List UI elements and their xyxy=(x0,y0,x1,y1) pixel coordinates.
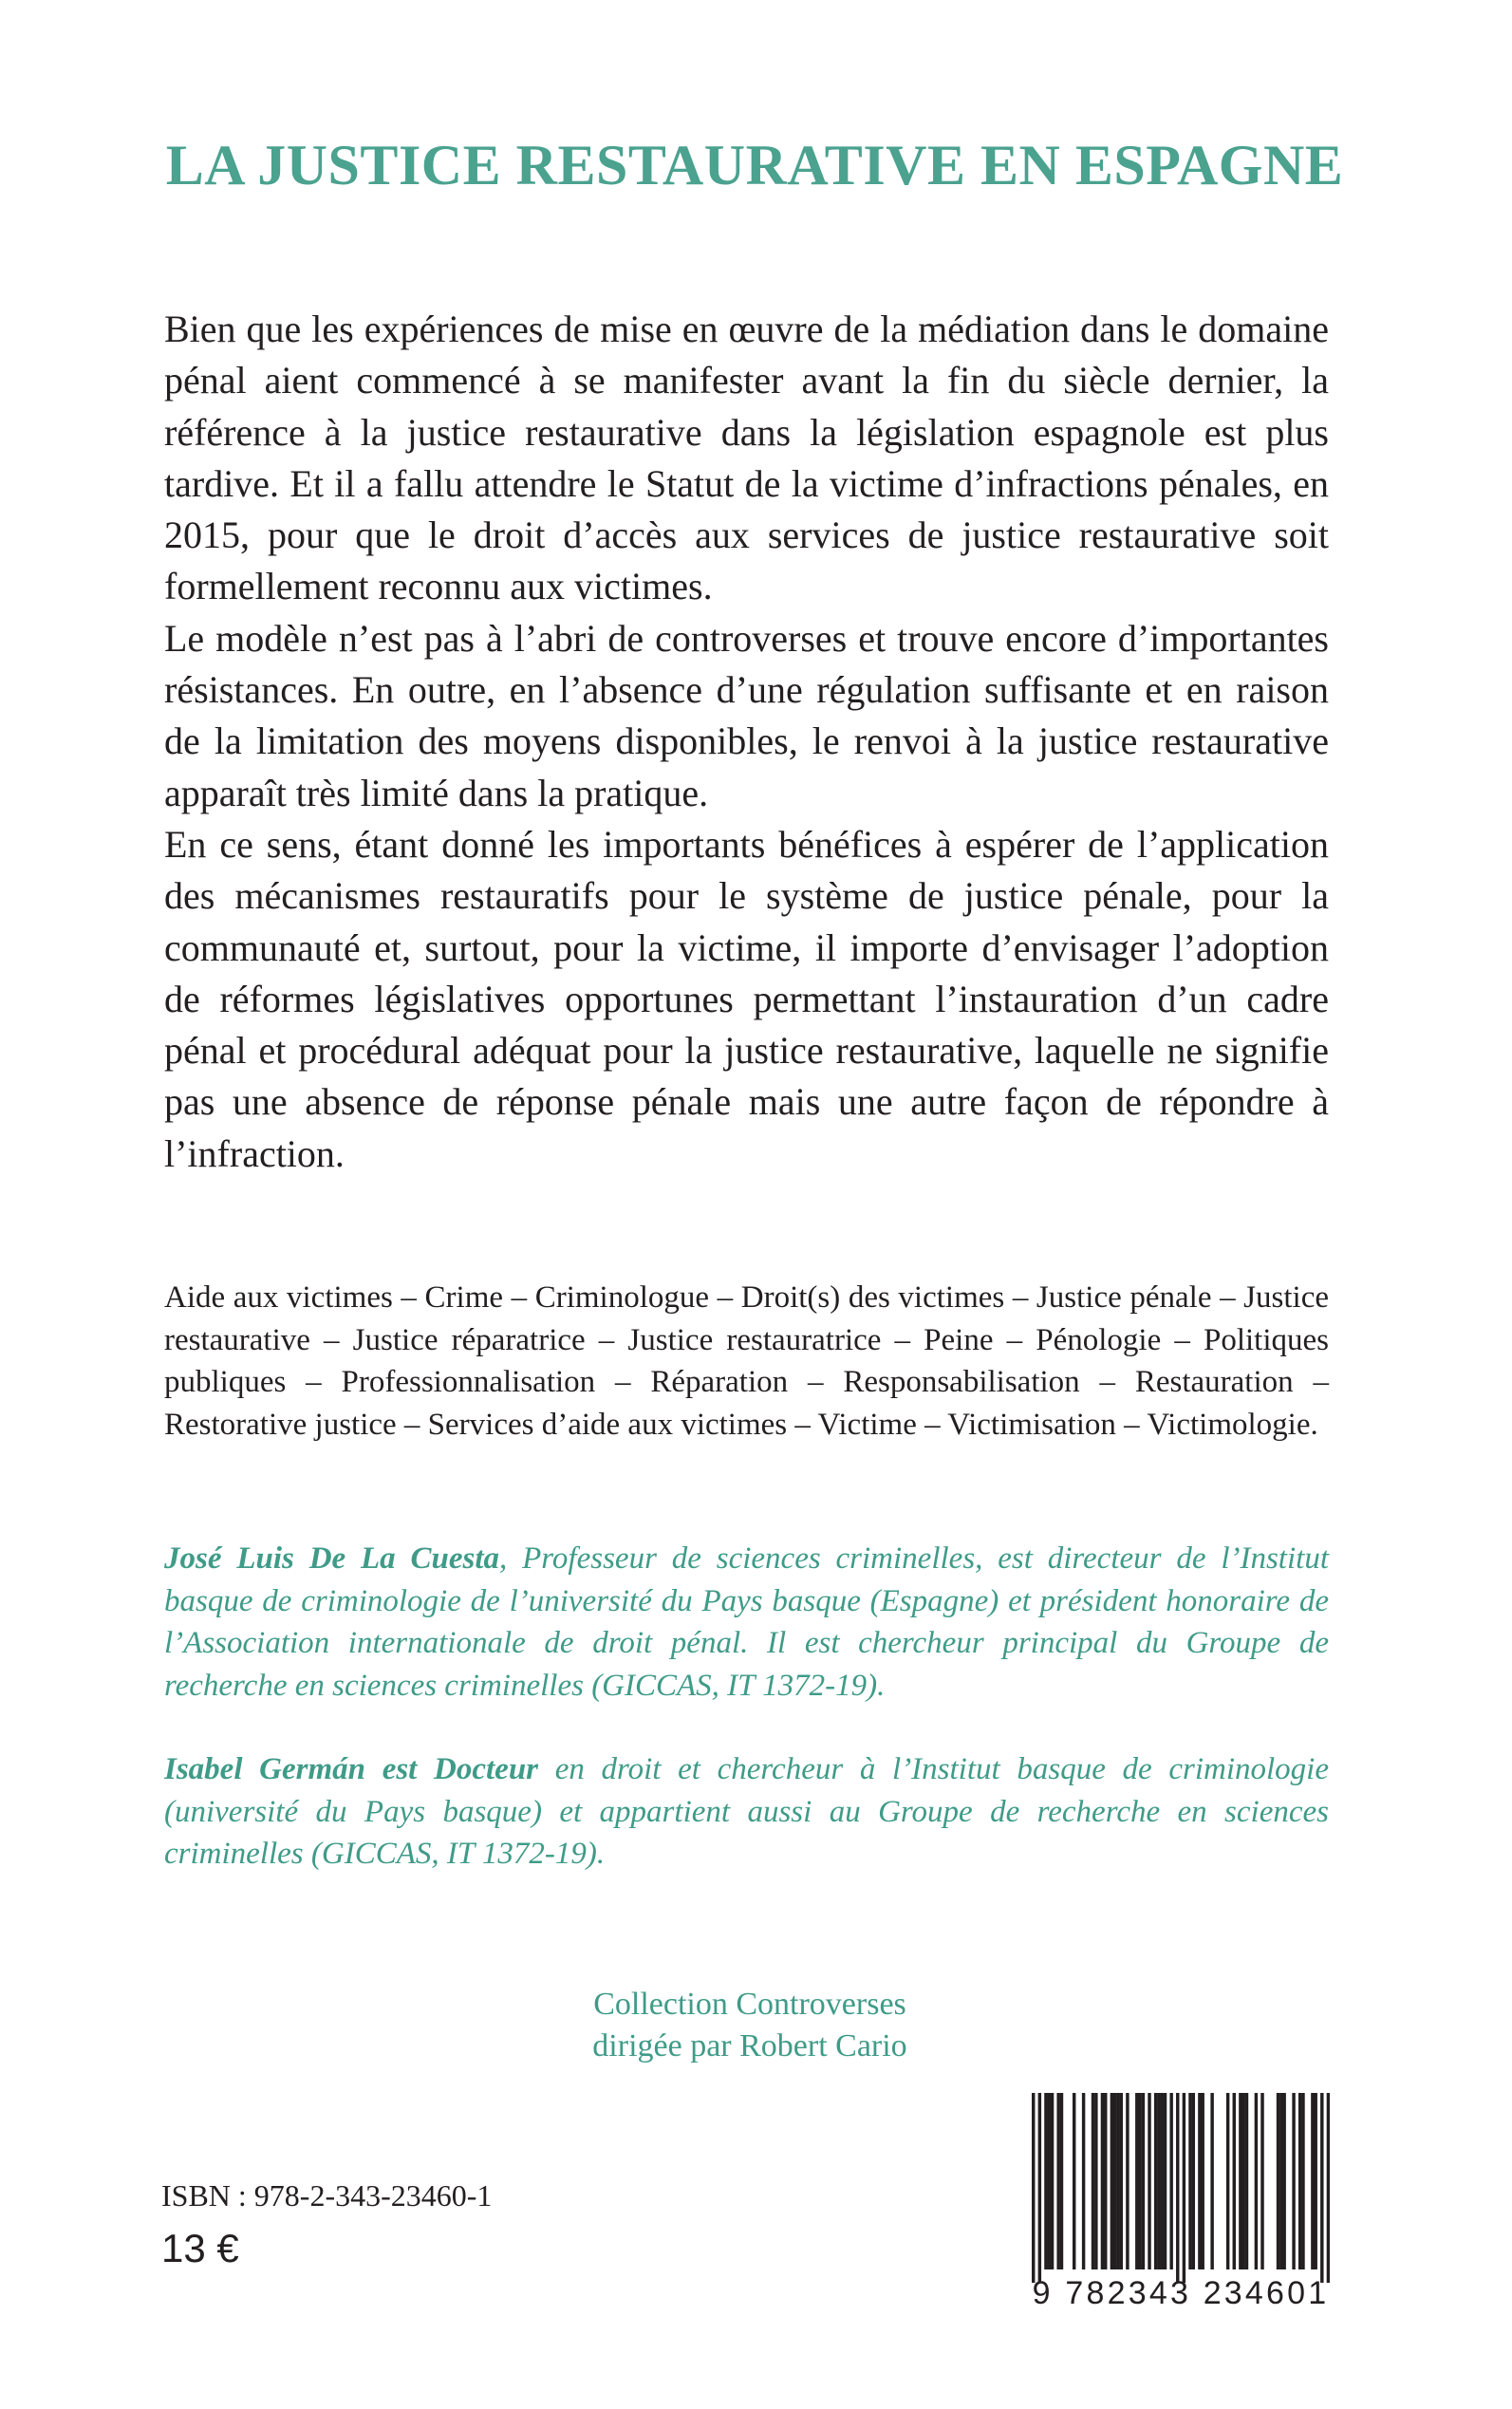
author-bio xyxy=(164,1748,1329,1876)
barcode-bar xyxy=(1192,2093,1195,2269)
book-summary xyxy=(164,304,1329,1180)
barcode-bars xyxy=(1032,2093,1330,2283)
collection-director: dirigée par Robert Cario xyxy=(592,2028,907,2064)
author-name: José Luis De La Cuesta xyxy=(164,1541,500,1576)
barcode-bar xyxy=(1111,2093,1113,2269)
barcode-bar xyxy=(1101,2093,1104,2269)
barcode-bar xyxy=(1198,2093,1201,2269)
barcode-bar xyxy=(1038,2093,1041,2283)
barcode xyxy=(1032,2093,1330,2311)
summary-paragraph: Le modèle n’est pas à l’abri de controverses et trouve encore d’importantes résistances. En outre, en l’absence d’une régulation suffisante et en raison de la limitation des moyens disponibles, le renvoi à la justice restaurative apparaît très limité dans la pratique. xyxy=(164,616,1329,814)
barcode-bar xyxy=(1292,2093,1295,2269)
barcode-digits: 9 782343 234601 xyxy=(1032,2275,1330,2311)
barcode-bar xyxy=(1245,2093,1248,2269)
barcode-bar xyxy=(1301,2093,1304,2269)
barcode-bar xyxy=(1126,2093,1129,2269)
barcode-bar xyxy=(1056,2093,1059,2269)
barcode-bar xyxy=(1255,2093,1258,2269)
barcode-bar xyxy=(1135,2093,1138,2269)
barcode-bar xyxy=(1188,2093,1191,2269)
barcode-bar xyxy=(1120,2093,1123,2269)
barcode-bar xyxy=(1282,2093,1285,2269)
barcode-bar xyxy=(1148,2093,1150,2269)
barcode-bar xyxy=(1092,2093,1094,2269)
barcode-bar xyxy=(1161,2093,1164,2269)
isbn: ISBN : 978-2-343-23460-1 xyxy=(161,2178,493,2213)
barcode-bar xyxy=(1279,2093,1282,2269)
keywords-list: Aide aux victimes – Crime – Criminologue – Droit(s) des victimes – Justice pénale – Justice restaurative – Justice réparatrice – Justice restauratrice – Peine – Pénologie – Politiques publiques – Professionnalisation – Réparation – Responsabilisation – Restauration – Restorative justice – Services d’aide aux victimes – Victime – Victimisation – Victimologie. xyxy=(164,1280,1329,1442)
barcode-bar xyxy=(1277,2093,1279,2269)
barcode-bar xyxy=(1226,2093,1229,2269)
book-title: LA JUSTICE RESTAURATIVE EN ESPAGNE xyxy=(165,134,1344,196)
barcode-bar xyxy=(1183,2093,1185,2283)
barcode-bar xyxy=(1260,2093,1263,2269)
barcode-bar xyxy=(1073,2093,1075,2269)
barcode-bar xyxy=(1116,2093,1119,2269)
barcode-bar xyxy=(1210,2093,1213,2269)
barcode-bar xyxy=(1157,2093,1160,2269)
barcode-bar xyxy=(1164,2093,1167,2269)
barcode-bar xyxy=(1169,2093,1172,2269)
author-bio-text: en droit et chercheur à l’Institut basque de criminologie (université du Pays basque) et appartient aussi au Groupe de recherche en sciences criminelles (GICCAS, IT 1372-19). xyxy=(164,1752,1329,1871)
barcode-bar xyxy=(1060,2093,1063,2269)
barcode-bar xyxy=(1113,2093,1116,2269)
barcode-bar xyxy=(1094,2093,1097,2269)
barcode-bar xyxy=(1138,2093,1141,2269)
author-bio-text: , Professeur de sciences criminelles, est directeur de l’Institut basque de criminologie de l’université du Pays basque (Espagne) et président honoraire de l’Association internationale de droit pénal. Il est chercheur principal du Groupe de recherche en sciences criminelles (GICCAS, IT 1372-19). xyxy=(164,1541,1329,1703)
barcode-bar xyxy=(1320,2093,1323,2283)
barcode-bar xyxy=(1048,2093,1051,2269)
summary-paragraph: En ce sens, étant donné les importants bénéfices à espérer de l’application des mécanismes restauratifs pour le système de justice pénale, pour la communauté et, surtout, pour la victime, il importe d’envisager l’adoption de réformes législatives opportunes permettant l’instauration d’un cadre pénal et procédural adéquat pour la justice restaurative, laquelle ne signifie pas une absence de réponse pénale mais une autre façon de répondre à l’infraction. xyxy=(164,822,1329,1175)
barcode-bar xyxy=(1142,2093,1145,2269)
barcode-bar xyxy=(1241,2093,1244,2269)
summary-paragraph: Bien que les expériences de mise en œuvre de la médiation dans le domaine pénal aient commencé à se manifester avant la fin du siècle dernier, la référence à la justice restaurative dans la législation espagnole est plus tardive. Et il a fallu attendre le Statut de la victime d’infractions pénales, en 2015, pour que le droit d’accès aux services de justice restaurative soit formellement reconnu aux victimes. xyxy=(164,308,1329,608)
barcode-bar xyxy=(1314,2093,1316,2269)
price: 13 € xyxy=(161,2226,239,2270)
barcode-bar xyxy=(1327,2093,1330,2283)
barcode-bar xyxy=(1311,2093,1314,2269)
barcode-bar xyxy=(1154,2093,1157,2269)
author-name: Isabel Germán est Docteur xyxy=(164,1752,539,1786)
barcode-bar xyxy=(1239,2093,1241,2269)
author-bio xyxy=(164,1538,1329,1707)
collection-name: Collection Controverses xyxy=(593,1987,906,2022)
barcode-bar xyxy=(1082,2093,1085,2269)
barcode-bar xyxy=(1104,2093,1107,2269)
barcode-bar xyxy=(1201,2093,1204,2269)
collection-info xyxy=(532,1984,968,2067)
barcode-bar xyxy=(1298,2093,1301,2269)
barcode-bar xyxy=(1233,2093,1236,2269)
barcode-bar xyxy=(1044,2093,1047,2269)
barcode-bar xyxy=(1176,2093,1179,2283)
barcode-bar xyxy=(1051,2093,1054,2269)
barcode-bar xyxy=(1032,2093,1035,2283)
